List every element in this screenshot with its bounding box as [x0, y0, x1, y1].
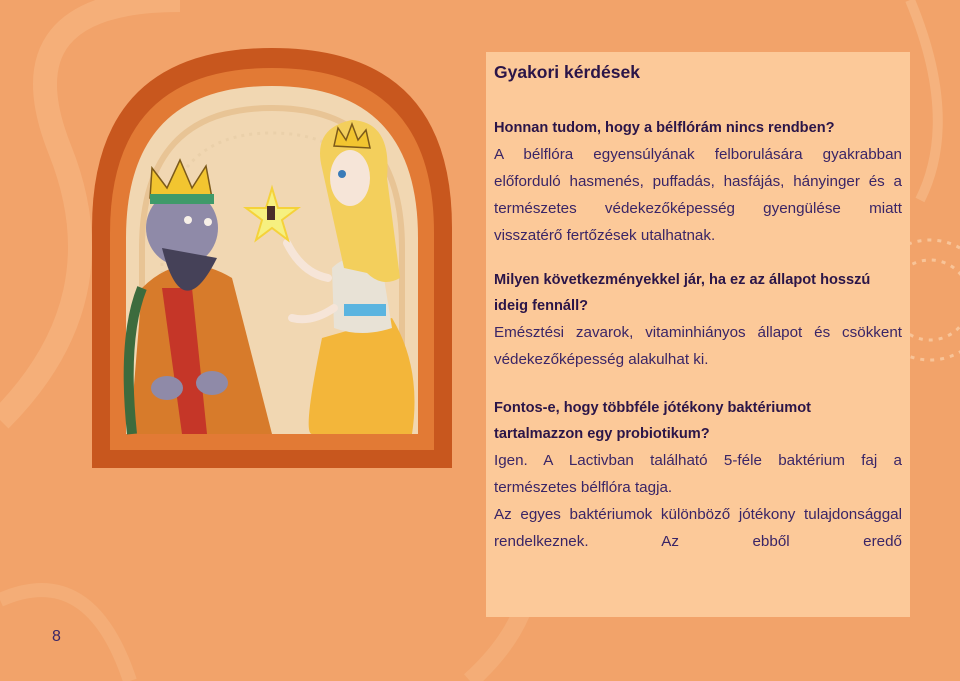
faq-panel	[486, 52, 910, 617]
faq-question-3: Fontos-e, hogy többféle jótékony baktériumot tartalmazzon egy probiotikum?	[494, 400, 812, 442]
king-princess-illustration	[82, 38, 462, 468]
faq-answer-3: Igen. A Lactivban található 5-féle baktérium faj a természetes bélflóra tagja.	[494, 452, 902, 496]
faq-answer-2: Emésztési zavarok, vitaminhiányos állapot és csökkent védekezőképesség alakulhat ki.	[494, 324, 902, 368]
faq-answer-1: A bélflóra egyensúlyának felborulására gyakrabban előforduló hasmenés, puffadás, hasfájás, hányinger és a természetes védekezőképesség gyengülése miatt visszatérő fertőzések utalhatnak.	[494, 146, 902, 244]
faq-question-1: Honnan tudom, hogy a bélflórám nincs rendben?	[494, 120, 835, 136]
faq-question-2: Milyen következményekkel jár, ha ez az állapot hosszú ideig fennáll?	[494, 272, 871, 314]
faq-answer-3-continued: Az egyes baktériumok különböző jótékony tulajdonsággal rendelkeznek. Az ebből eredő	[494, 506, 902, 550]
page-number: 8	[52, 628, 61, 645]
section-heading: Gyakori kérdések	[494, 62, 640, 82]
